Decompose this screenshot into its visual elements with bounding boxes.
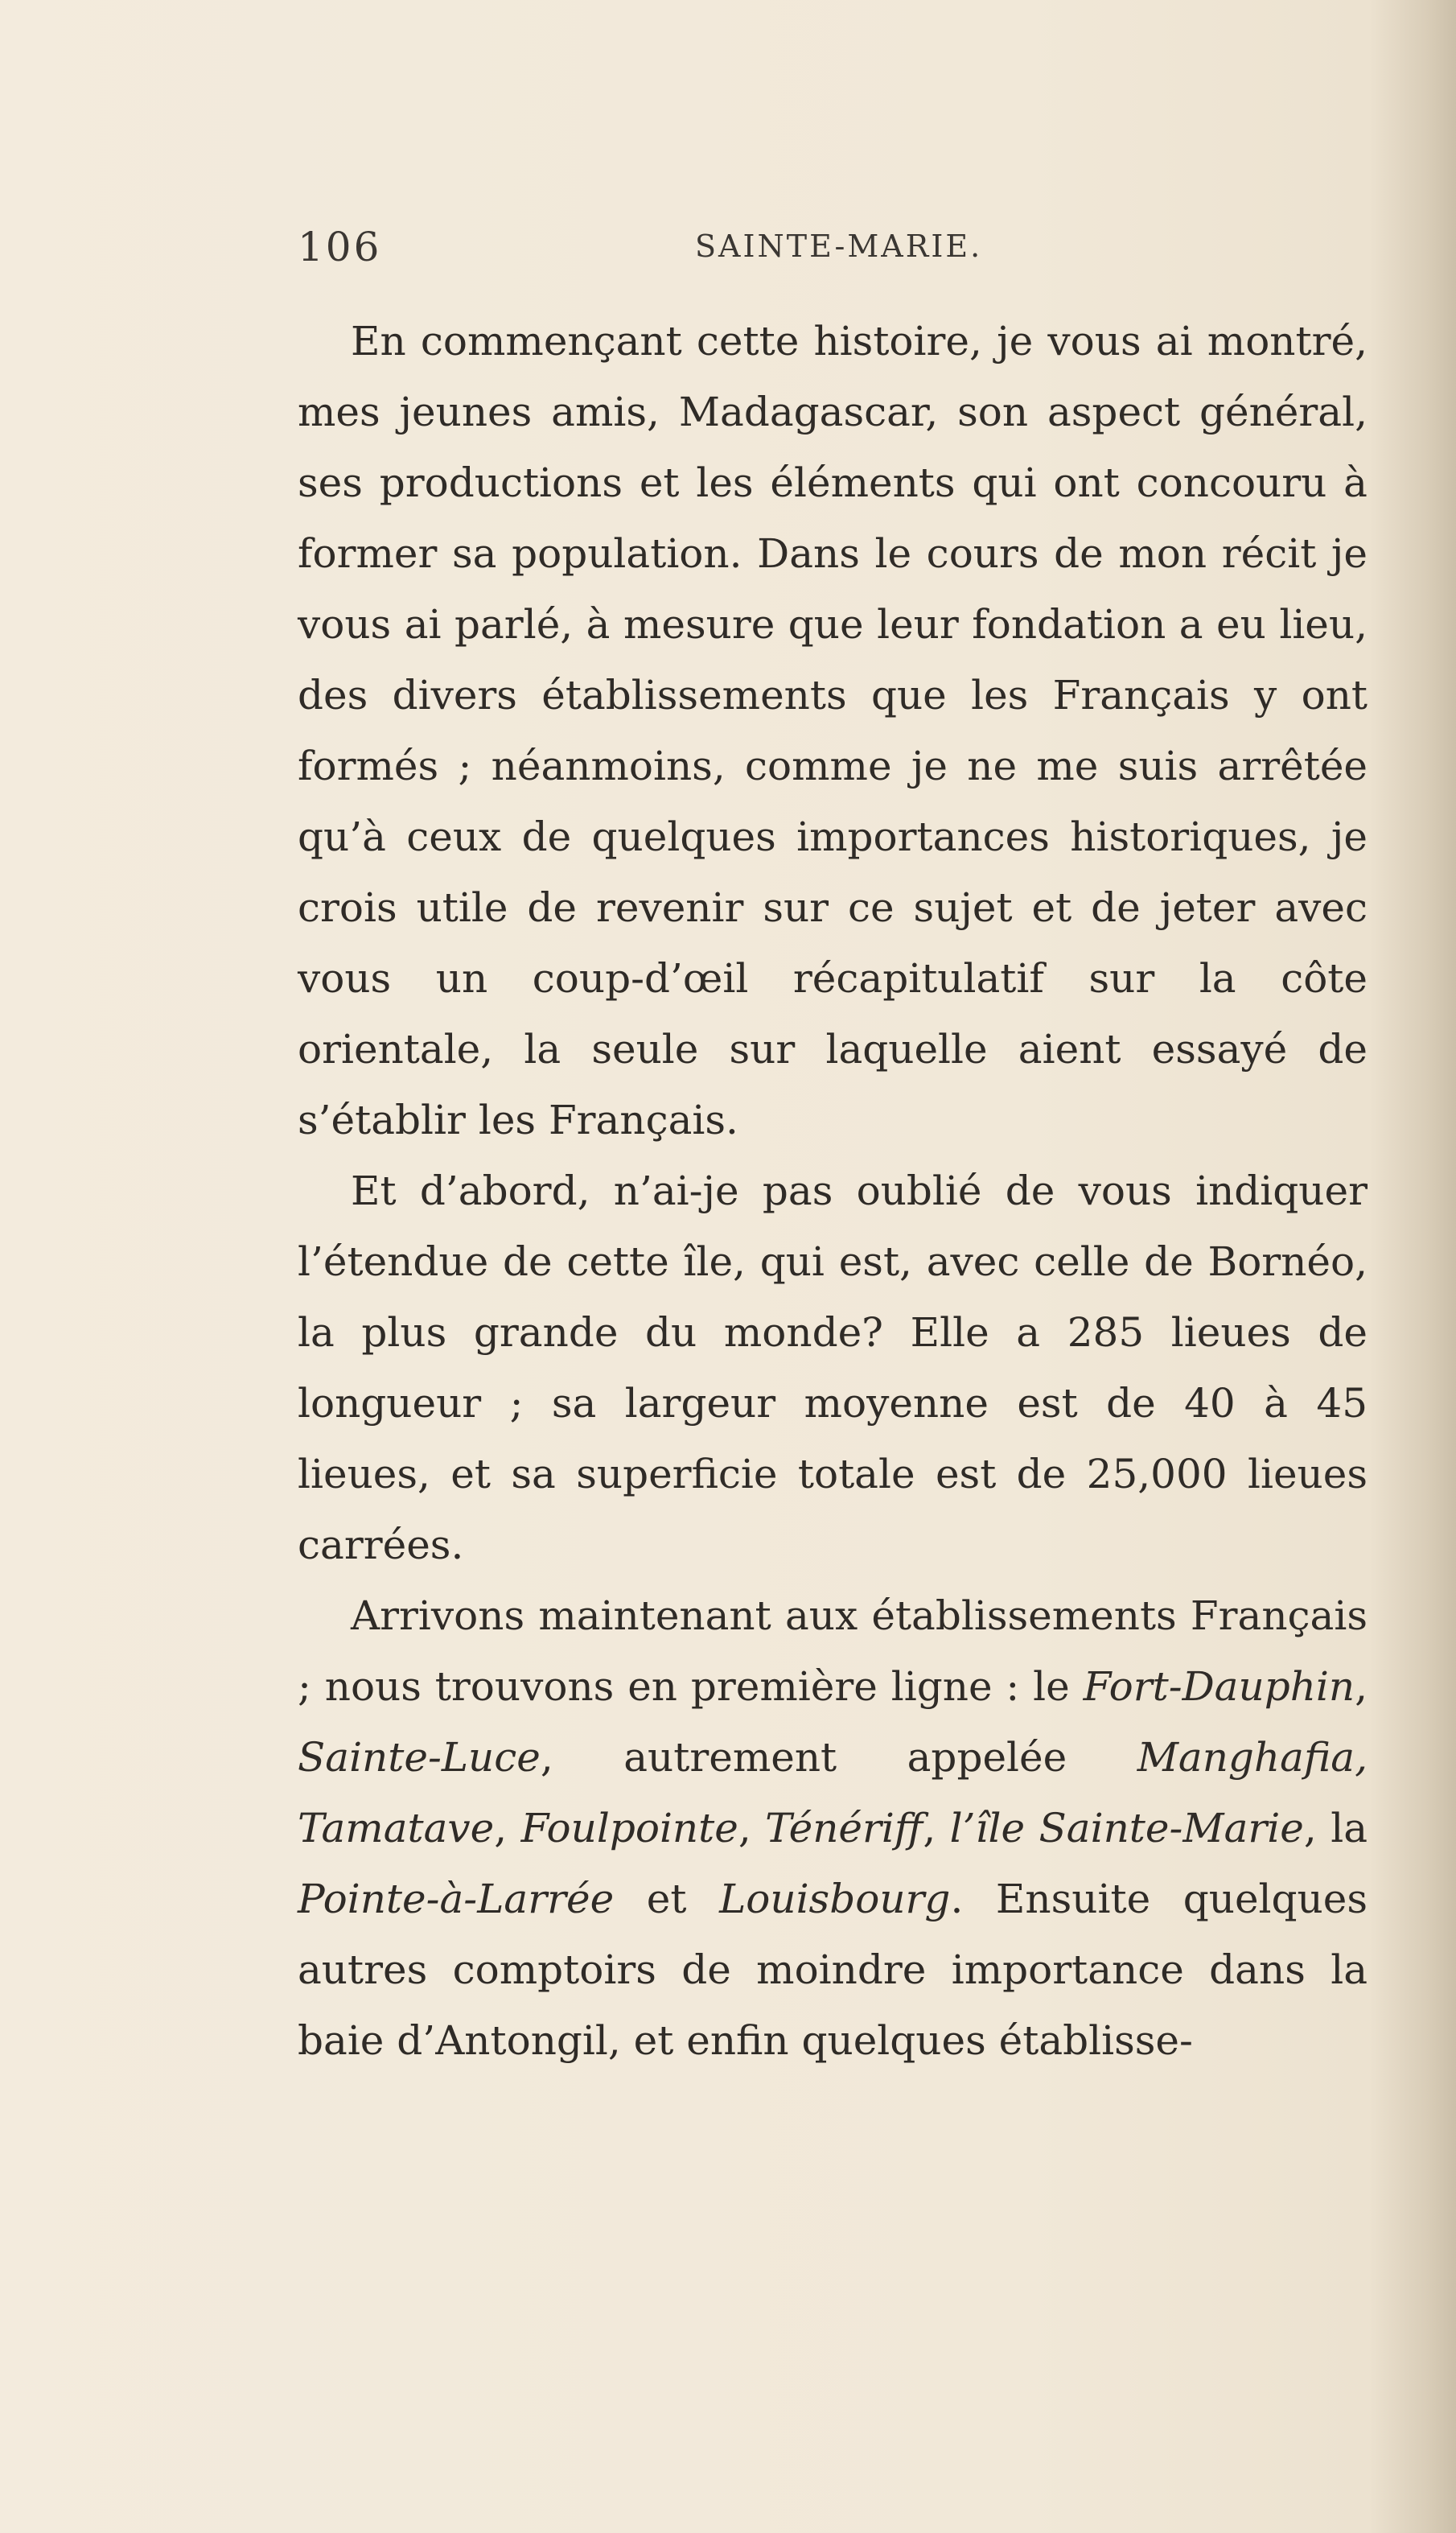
place-name-louisbourg: Louisbourg <box>719 1876 951 1922</box>
place-name-sainte-luce: Sainte-Luce <box>298 1734 541 1781</box>
place-name-pointe-a-larree: Pointe-à-Larrée <box>298 1876 615 1922</box>
place-name-tamatave: Tamatave <box>298 1805 495 1851</box>
text-segment: et <box>614 1876 720 1922</box>
page-body <box>298 306 1368 2076</box>
paragraph-3 <box>298 1580 1368 2076</box>
text-segment: , <box>923 1805 950 1851</box>
place-name-ile-sainte-marie: l’île Sainte-Marie <box>949 1805 1304 1851</box>
place-name-fort-dauphin: Fort-Dauphin <box>1083 1663 1355 1710</box>
text-segment: , <box>1355 1663 1368 1710</box>
paragraph-2: Et d’abord, n’ai-je pas oublié de vous indiquer l’étendue de cette île, qui est, avec celle de Bornéo, la plus grande du monde? Elle a 285 lieues de longueur ; sa largeur moyenne est de 40 à 45 lieues, et sa superficie totale est de 25,000 lieues carrées. <box>298 1168 1368 1568</box>
place-name-manghafia: Manghafia, <box>1137 1734 1368 1781</box>
text-segment: , autrement appelée <box>540 1734 1137 1781</box>
text-segment: . Ensuite quelques autres comptoirs de moindre importance dans la baie d’Antongil, et enfin quelques établisse- <box>298 1876 1368 2064</box>
paragraph-1: En commençant cette histoire, je vous ai montré, mes jeunes amis, Madagascar, son aspect général, ses productions et les éléments qui ont concouru à former sa population. Dans le cours de mon récit je vous ai parlé, à mesure que leur fondation a eu lieu, des divers établissements que les Français y ont formés ; néanmoins, comme je ne me suis arrêtée qu’à ceux de quelques importances historiques, je crois utile de revenir sur ce sujet et de jeter avec vous un coup-d’œil récapitulatif sur la côte orientale, la seule sur laquelle aient essayé de s’établir les Français. <box>298 318 1368 1143</box>
page-number: 106 <box>298 224 382 270</box>
place-name-foulpointe: Foulpointe <box>520 1805 738 1851</box>
page-header <box>298 224 1368 280</box>
running-head: SAINTE-MARIE. <box>695 229 983 264</box>
place-name-teneriff: Ténériff <box>765 1805 923 1851</box>
text-segment: , <box>738 1805 766 1851</box>
text-segment: , <box>494 1805 521 1851</box>
text-segment: Arrivons maintenant aux établissements Français ; nous trouvons en première ligne : le <box>298 1592 1368 1710</box>
text-segment: , la <box>1303 1805 1368 1851</box>
